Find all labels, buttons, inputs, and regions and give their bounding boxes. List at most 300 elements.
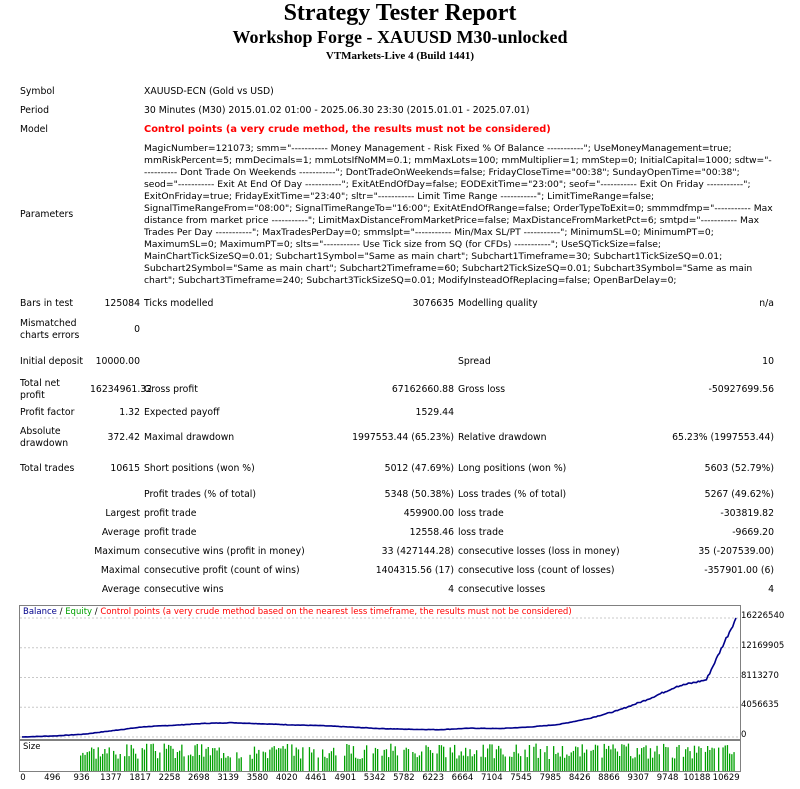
size-bar (645, 745, 646, 771)
size-bar (485, 757, 486, 771)
size-bar (256, 754, 257, 771)
max-cw-label: consecutive wins (profit in money) (144, 545, 305, 557)
size-bar (513, 752, 514, 771)
size-bar (236, 752, 237, 771)
info-table (18, 82, 776, 291)
size-bar (89, 751, 90, 771)
size-bar (463, 756, 464, 771)
spread-label: Spread (458, 356, 491, 367)
size-bar (144, 750, 145, 771)
size-bar (214, 748, 215, 771)
size-bar (727, 745, 728, 771)
size-bar (597, 746, 598, 772)
x-tick-label-19: 8426 (568, 773, 591, 783)
long-value: 5603 (52.79%) (704, 463, 774, 474)
mismatched-label: Mismatched charts errors (20, 318, 80, 341)
size-bar (595, 745, 596, 771)
size-bar (674, 758, 675, 771)
size-bar (707, 746, 708, 771)
short-label: Short positions (won %) (144, 463, 255, 474)
size-bar (126, 744, 127, 771)
mxl-cp-value: 1404315.56 (17) (375, 564, 454, 576)
maximum-label: Maximum (94, 545, 140, 557)
size-bar (313, 749, 314, 771)
size-bar (575, 747, 576, 772)
size-bar (386, 749, 387, 771)
size-bar (452, 753, 453, 772)
x-tick-label-11: 4901 (334, 773, 357, 783)
size-bar (652, 758, 653, 771)
period-row (18, 101, 776, 120)
server-build: VTMarkets-Live 4 (Build 1441) (325, 50, 475, 62)
size-bar (397, 755, 398, 771)
size-bar (238, 758, 239, 771)
size-bar (579, 756, 580, 771)
size-bar (309, 747, 310, 771)
size-bar (689, 751, 690, 771)
size-bar (560, 757, 561, 772)
size-bar (168, 745, 169, 771)
size-bar (511, 757, 512, 771)
size-bar (93, 749, 94, 771)
size-bar (619, 756, 620, 771)
size-bar (700, 748, 701, 771)
size-bar (133, 749, 134, 772)
size-bar (654, 752, 655, 772)
mxl-cl-value: -357901.00 (6) (704, 564, 774, 576)
size-bar (692, 758, 693, 771)
size-bar (509, 757, 510, 772)
x-tick-label-1: 496 (44, 773, 61, 783)
size-bar (456, 759, 457, 772)
size-bar (302, 747, 303, 771)
maximal-label: Maximal (100, 564, 140, 576)
size-bar (205, 749, 206, 771)
size-bar (659, 754, 660, 771)
avg-cl-label: consecutive losses (458, 583, 546, 595)
size-bar (324, 757, 325, 771)
size-bar (705, 752, 706, 771)
x-tick-label-16: 7104 (480, 773, 503, 783)
size-bar (628, 744, 629, 771)
size-bar (199, 755, 200, 771)
size-bar (612, 744, 613, 771)
ptrades-value: 5348 (50.38%) (384, 488, 454, 500)
size-bar (665, 747, 666, 771)
x-tick-label-23: 10188 (683, 773, 711, 783)
size-bar (329, 753, 330, 771)
grossloss-value: -50927699.56 (708, 384, 774, 395)
model-value: Control points (a very crude method, the results must not be considered) (144, 123, 551, 135)
x-tick-label-7: 3139 (217, 773, 239, 783)
size-bar (135, 754, 136, 771)
size-bar (98, 747, 99, 771)
mismatched-value: 0 (134, 324, 140, 335)
size-bar (258, 750, 259, 771)
size-bar (84, 755, 85, 771)
size-bar (194, 745, 195, 771)
size-bar (474, 754, 475, 771)
size-bar (623, 745, 624, 771)
report-header (0, 0, 800, 64)
size-bar (265, 752, 266, 771)
size-bar (381, 756, 382, 771)
size-bar (505, 757, 506, 772)
x-tick-label-0: 0 (20, 773, 26, 783)
symbol-row (18, 82, 776, 101)
size-bar (271, 747, 272, 771)
legend-sep-1: / (56, 607, 66, 617)
size-bar (428, 747, 429, 771)
avg2-label: Average (101, 583, 140, 595)
size-bar (733, 752, 734, 771)
size-bar (219, 748, 220, 772)
size-bar (718, 748, 719, 771)
size-bar (287, 744, 288, 771)
size-bar (469, 749, 470, 771)
size-bar (181, 745, 182, 771)
legend-sep-2: / (92, 607, 101, 617)
ptrades-label: Profit trades (% of total) (144, 488, 257, 500)
size-bar (159, 753, 160, 772)
size-bar (80, 756, 81, 772)
size-bar (392, 751, 393, 771)
size-bar (634, 757, 635, 771)
size-bar (278, 748, 279, 771)
size-bar (586, 750, 587, 772)
size-bar (520, 756, 521, 771)
size-bar (150, 744, 151, 771)
size-bar (117, 759, 118, 771)
size-bar (540, 749, 541, 771)
x-tick-label-9: 4020 (275, 773, 298, 783)
x-tick-label-13: 5782 (393, 773, 415, 783)
size-bar (102, 754, 103, 771)
size-bar (573, 751, 574, 771)
avg-cl-value: 4 (768, 583, 774, 595)
size-bar (274, 746, 275, 771)
size-bar (639, 755, 640, 772)
size-bar (263, 752, 264, 771)
size-bar (254, 747, 255, 771)
size-bar (120, 754, 121, 771)
size-bar (584, 753, 585, 771)
size-bar (333, 748, 334, 771)
size-bar (483, 745, 484, 771)
ticks-label: Ticks modelled (144, 297, 214, 309)
quality-label: Modelling quality (458, 297, 538, 309)
trades-row (18, 453, 776, 485)
size-bar (489, 744, 490, 771)
maximal-row (18, 561, 776, 580)
size-bar (643, 747, 644, 771)
x-tick-label-18: 7985 (539, 773, 562, 783)
size-bar (500, 749, 501, 772)
size-bar (687, 747, 688, 771)
size-bar (524, 750, 525, 771)
size-bar (331, 751, 332, 771)
size-bar (225, 758, 226, 771)
size-bar (408, 749, 409, 771)
y-tick-label-1: 12169905 (741, 640, 785, 651)
size-bar (373, 753, 374, 771)
size-bar (146, 744, 147, 771)
size-bar (621, 744, 622, 771)
legend-balance: Balance (23, 607, 57, 617)
x-tick-label-4: 1817 (129, 773, 152, 783)
size-bar (153, 744, 154, 771)
size-bar (425, 745, 426, 771)
spread-value: 10 (762, 356, 774, 367)
size-bar (729, 754, 730, 771)
x-tick-label-6: 2698 (187, 773, 210, 783)
size-bar (388, 757, 389, 771)
size-bar (190, 755, 191, 771)
size-bar (538, 758, 539, 771)
size-bar (414, 753, 415, 771)
size-bar (430, 750, 431, 771)
size-bar (91, 748, 92, 772)
size-bar (698, 746, 699, 771)
size-bar (113, 751, 114, 771)
size-bar (714, 748, 715, 771)
report-title: Strategy Tester Report (283, 0, 517, 26)
netprofit-row (18, 377, 776, 403)
payoff-label: Expected payoff (144, 407, 220, 418)
size-bar (533, 747, 534, 771)
size-bar (731, 754, 732, 771)
size-bar (87, 752, 88, 771)
balance-chart (19, 605, 741, 740)
size-bar (439, 745, 440, 771)
size-bar (472, 756, 473, 771)
size-bar (406, 748, 407, 771)
size-bar (590, 751, 591, 771)
average-pt-value: 12558.46 (409, 526, 454, 538)
size-bar (177, 752, 178, 771)
size-bar (216, 751, 217, 772)
x-tick-label-5: 2258 (158, 773, 181, 783)
size-bar (357, 759, 358, 771)
size-bar (322, 749, 323, 771)
size-bar (375, 748, 376, 771)
size-bar (553, 746, 554, 771)
pf-value: 1.32 (119, 407, 140, 418)
size-bar (359, 759, 360, 771)
grossloss-label: Gross loss (458, 384, 506, 395)
parameters-row (18, 139, 776, 291)
size-bar (516, 745, 517, 771)
size-bar (412, 752, 413, 771)
size-bar (201, 744, 202, 771)
size-bar (276, 750, 277, 772)
x-tick-label-14: 6223 (422, 773, 445, 783)
size-bar (212, 748, 213, 771)
size-bar (115, 755, 116, 772)
size-bar (615, 749, 616, 772)
size-bar (496, 749, 497, 771)
bars-label: Bars in test (20, 297, 73, 309)
legend-equity: Equity (65, 607, 93, 617)
size-bar (285, 749, 286, 771)
size-bar (549, 759, 550, 771)
size-bar (678, 745, 679, 771)
parameters-value: MagicNumber=121073; smm="----------- Money Management - Risk Fixed % Of Balance -----------"; UseMoneyManagement=true; mmRiskPercent=5; mmDecimals=1; mmLotsIfNoMM=0.1; mmMaxLots=100; mmMultiplier=1; mmStep=0; InitialCapital=1000; sdtw="----------- Dont Trade On Weekends -----------"; DontTradeOnWeekends=false; FridayCloseTime="00:38"; SundayOpenTime="00:38"; seod="----------- Exit At End Of Day -----------"; ExitAtEndOfDay=false; EODExitTime="23:00"; seof="----------- Exit On Friday -----------"; ExitOnFriday=true; FridayExitTime="23:40"; sltr="----------- Limit Time Range -----------"; LimitTimeRange=false; SignalTimeRangeFrom="08:00"; SignalTimeRangeTo="16:00"; ExitAtEndOfRange=false; OrderTypeToExit=0; smmmdfmp="----------- Max distance from market price -----------"; LimitMaxDistanceFromMarketPrice=false; MaxDistanceFromMarketPct=6; smtpd="----------- Max Trades Per Day -----------"; MaxTradesPerDay=0; smmslpt="----------- Min/Max SL/PT -----------"; MinimumSL=0; MinimumPT=0; MaximumSL=0; MaximumPT=0; slts="----------- Use Tick size from SQ (for CFDs) -----------"; UseSQTickSize=false; MainChartTickSizeSQ=0.01; Subchart1Symbol="Same as main chart"; Subchart1Timeframe=30; Subchart1TickSizeSQ=0.01; Subchart2Symbol="Same as main chart"; Subchart2Timeframe=60; Subchart2TickSizeSQ=0.01; Subchart3Symbol="Same as main chart"; Subchart3Timeframe=240; Subchart3TickSizeSQ=0.01; ModifyInsteadOfReplacing=false; OpenBarDelay=0; (144, 143, 773, 286)
size-bar (577, 747, 578, 771)
balance-plot (20, 606, 740, 739)
payoff-value: 1529.44 (415, 407, 454, 418)
size-plot (20, 741, 740, 771)
size-bar (318, 758, 319, 772)
size-bar (480, 757, 481, 771)
x-tick-label-8: 3580 (246, 773, 269, 783)
size-bar (711, 748, 712, 771)
pf-row (18, 403, 776, 423)
size-bar (128, 756, 129, 771)
y-tick-label-2: 8113270 (741, 670, 779, 681)
size-bar (709, 750, 710, 771)
size-bar (95, 759, 96, 771)
size-bar (436, 754, 437, 772)
size-bar (566, 755, 567, 772)
size-bar (608, 746, 609, 771)
size-bar (467, 756, 468, 771)
size-chart (19, 740, 741, 772)
netprofit-label: Total net profit (20, 378, 60, 401)
size-bar (351, 754, 352, 771)
size-bar (676, 747, 677, 771)
size-bar (685, 749, 686, 771)
size-bar (568, 756, 569, 771)
absdd-value: 372.42 (107, 432, 140, 443)
size-bar (223, 753, 224, 771)
size-bar (419, 755, 420, 771)
size-bar (683, 757, 684, 771)
largest-pt-label: profit trade (144, 507, 197, 519)
size-bar (155, 751, 156, 771)
size-bar (362, 758, 363, 771)
grossprofit-value: 67162660.88 (391, 384, 454, 395)
max-cl-label: consecutive losses (loss in money) (458, 545, 620, 557)
maxdd-value: 1997553.44 (65.23%) (352, 432, 454, 443)
size-bar (617, 752, 618, 772)
drawdown-row (18, 423, 776, 453)
average-lt-value: -9669.20 (732, 526, 774, 538)
size-bar (544, 752, 545, 771)
size-bar (82, 753, 83, 771)
size-bar (252, 759, 253, 771)
size-bar (192, 756, 193, 771)
size-bar (557, 753, 558, 771)
size-bar (157, 758, 158, 771)
average-pt-label: profit trade (144, 526, 197, 538)
size-bar (443, 747, 444, 771)
size-bar (564, 758, 565, 771)
size-label: Size (23, 742, 41, 752)
long-label: Long positions (won %) (458, 463, 567, 474)
y-tick-label-4: 0 (741, 730, 747, 740)
size-bar (593, 750, 594, 771)
short-value: 5012 (47.69%) (384, 463, 454, 474)
quality-value: n/a (759, 297, 774, 309)
size-bar (461, 751, 462, 771)
avg-consecutive-row (18, 580, 776, 599)
size-bar (571, 752, 572, 771)
size-bar (601, 758, 602, 771)
x-tick-label-15: 6664 (451, 773, 474, 783)
size-bar (582, 744, 583, 771)
y-tick-label-0: 16226540 (741, 611, 785, 621)
size-bar (291, 744, 292, 771)
size-bar (445, 757, 446, 771)
size-bar (498, 746, 499, 771)
y-tick-label-3: 4056635 (741, 700, 779, 711)
size-bar (476, 750, 477, 771)
maxdd-label: Maximal drawdown (144, 432, 235, 443)
size-bar (696, 753, 697, 771)
avg-cw-value: 4 (448, 583, 454, 595)
size-bar (491, 744, 492, 771)
initial-value: 10000.00 (95, 356, 140, 367)
period-value: 30 Minutes (M30) 2015.01.02 01:00 - 2025.06.30 23:30 (2015.01.01 - 2025.07.01) (144, 104, 530, 116)
size-bar (465, 748, 466, 771)
size-bar (296, 748, 297, 772)
size-bar (672, 758, 673, 771)
maximum-row (18, 542, 776, 561)
size-bar (364, 750, 365, 771)
size-bar (221, 758, 222, 771)
x-tick-label-2: 936 (73, 773, 90, 783)
size-bar (441, 745, 442, 771)
size-bar (403, 750, 404, 771)
x-tick-label-20: 8866 (598, 773, 620, 783)
size-bar (518, 753, 519, 771)
size-bar (604, 744, 605, 771)
size-bar (311, 753, 312, 772)
size-bar (606, 749, 607, 771)
size-bar (694, 746, 695, 771)
size-bar (175, 758, 176, 771)
size-bar (100, 756, 101, 771)
x-tick-label-22: 9748 (656, 773, 679, 783)
trades-label: Total trades (20, 463, 75, 474)
size-bar (109, 747, 110, 771)
size-bar (656, 746, 657, 771)
netprofit-value: 16234961.32 (90, 384, 153, 395)
size-bar (527, 757, 528, 771)
ltrades-label: Loss trades (% of total) (458, 488, 567, 500)
size-bar (648, 759, 649, 771)
size-bar (164, 744, 165, 771)
grossprofit-label: Gross profit (144, 384, 198, 395)
trades-value: 10615 (110, 463, 140, 474)
size-bar (384, 750, 385, 771)
size-bar (142, 748, 143, 771)
size-bar (280, 749, 281, 772)
x-tick-label-21: 9307 (627, 773, 650, 783)
size-bar (529, 745, 530, 771)
size-bar (355, 758, 356, 771)
bars-value: 125084 (104, 297, 140, 309)
size-bar (298, 749, 299, 771)
size-bar (227, 756, 228, 771)
report-subtitle: Workshop Forge - XAUUSD M30-unlocked (232, 27, 568, 47)
largest-lt-label: loss trade (458, 507, 504, 519)
size-bar (417, 757, 418, 771)
size-bar (197, 744, 198, 771)
size-bar (335, 755, 336, 771)
largest-row (18, 504, 776, 523)
